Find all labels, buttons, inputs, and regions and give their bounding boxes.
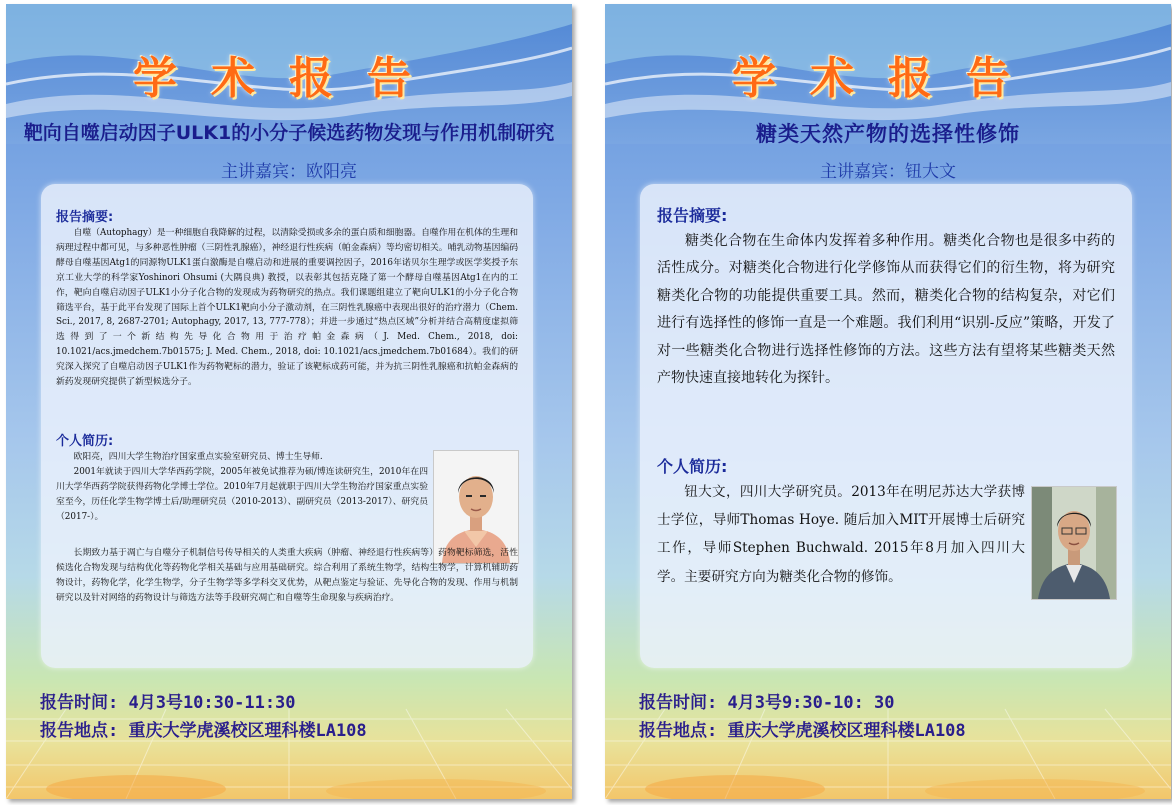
bio-paragraph-2: 2001年就读于四川大学华西药学院，2005年被免试推荐为硕/博连读研究生，2010年在四川大学华西药学院获得药物化学博士学位。2010年7月起就职于四川大学生物治疗国家重点实验室至今，历任化学生物学博士后/助理研究员（2010-2013）、副研究员（2013-2017）、研究员（2017-）。 <box>56 467 428 522</box>
talk-location: 报告地点: 重庆大学虎溪校区理科楼LA108 <box>639 721 966 741</box>
portrait-photo-niu <box>1031 486 1117 600</box>
bio-text: 钮大文，四川大学研究员。2013年在明尼苏达大学获博士学位，导师Thomas Hoye. 随后加入MIT开展博士后研究工作，导师Stephen Buchwald. 2015年8月加入四川大学。主要研究方向为糖类化合物的修饰。 <box>657 484 1025 585</box>
bio-heading: 个人简历: <box>657 457 728 476</box>
talk-time: 报告时间: 4月3号9:30-10: 30 <box>639 693 895 713</box>
speaker-name: 主讲嘉宾：欧阳亮 <box>221 162 357 182</box>
poster-header: 学术报告 <box>133 53 445 104</box>
grid-floor-decoration <box>605 679 1171 799</box>
abstract-heading: 报告摘要: <box>56 210 114 225</box>
bio-paragraph-3: 长期致力基于凋亡与自噬分子机制信号传导相关的人类重大疾病（肿瘤、神经退行性疾病等）药物靶标筛选，活性候选化合物发现与结构优化等药物化学相关基础与应用基础研究。综合利用了系统生物学，结构生物学，计算机辅助药物设计，药物化学，化学生物学，分子生物学等多学科交叉优势，从靶点鉴定与验证、先导化合物的发现、作用与机制研究以及针对网络的药物设计与筛选方法等手段研究凋亡和自噬等生命现象与疾病治疗。 <box>56 548 518 603</box>
abstract-heading: 报告摘要: <box>657 206 728 225</box>
content-card <box>640 184 1132 668</box>
abstract-text: 糖类化合物在生命体内发挥着多种作用。糖类化合物也是很多中药的活性成分。对糖类化合物进行化学修饰从而获得它们的衍生物，将为研究糖类化合物的功能提供重要工具。然而，糖类化合物的结构复杂，对它们进行有选择性的修饰一直是一个难题。我们利用“识别-反应”策略，开发了对一些糖类化合物进行选择性修饰的方法。这些方法有望将某些糖类天然产物快速直接地转化为探针。 <box>657 233 1115 387</box>
bio-paragraph-1: 欧阳亮，四川大学生物治疗国家重点实验室研究员、博士生导师. <box>73 452 323 462</box>
grid-floor-decoration <box>6 679 572 799</box>
bio-heading: 个人简历: <box>56 434 114 449</box>
talk-title: 靶向自噬启动因子ULK1的小分子候选药物发现与作用机制研究 <box>23 122 555 144</box>
talk-title: 糖类天然产物的选择性修饰 <box>756 122 1020 146</box>
poster-right <box>605 4 1171 799</box>
poster-left <box>6 4 572 799</box>
speaker-name: 主讲嘉宾：钮大文 <box>820 162 956 182</box>
talk-location: 报告地点: 重庆大学虎溪校区理科楼LA108 <box>40 721 367 741</box>
abstract-text: 自噬（Autophagy）是一种细胞自我降解的过程，以清除受损或多余的蛋白质和细胞器。自噬作用在机体的生理和病理过程中都可见，与多种恶性肿瘤（三阴性乳腺癌），神经退行性疾病（帕金森病）等均密切相关。哺乳动物基因编码酵母自噬基因Atg1的同源物ULK1蛋白激酶是自噬启动和进展的重要调控因子，2016年诺贝尔生理学或医学奖授予东京工业大学的科学家Yoshinori Ohsumi (大隅良典) 教授，以表彰其包括克隆了第一个酵母自噬基因Atg1在内的工作，靶向自噬启动因子ULK1小分子化合物的发现成为药物研究的热点。我们课题组建立了靶向ULK1的小分子化合物筛选平台，基于此平台发现了国际上首个ULK1靶向小分子激动剂，在三阴性乳腺癌中表现出很好的治疗潜力（Chem. Sci., 2017, 8, 2687-2701; Autophagy, 2017, 13, 777-778）；并进一步通过“热点区域”分析并结合高精度虚拟筛选得到了一个新结构先导化合物用于治疗帕金森病（J. Med. Chem., 2018, doi: 10.1021/acs.jmedchem.7b01575; J. Med. Chem., 2018, doi: 10.1021/acs.jmedchem.7b01684）。我们的研究深入探究了自噬启动因子ULK1作为药物靶标的潜力，验证了该靶标成药可能，并为抗三阴性乳腺癌和抗帕金森病的新药发现研究提供了新型候选分子。 <box>56 228 518 388</box>
talk-time: 报告时间: 4月3号10:30-11:30 <box>40 693 296 713</box>
content-card <box>41 184 533 668</box>
poster-header: 学术报告 <box>732 53 1044 104</box>
